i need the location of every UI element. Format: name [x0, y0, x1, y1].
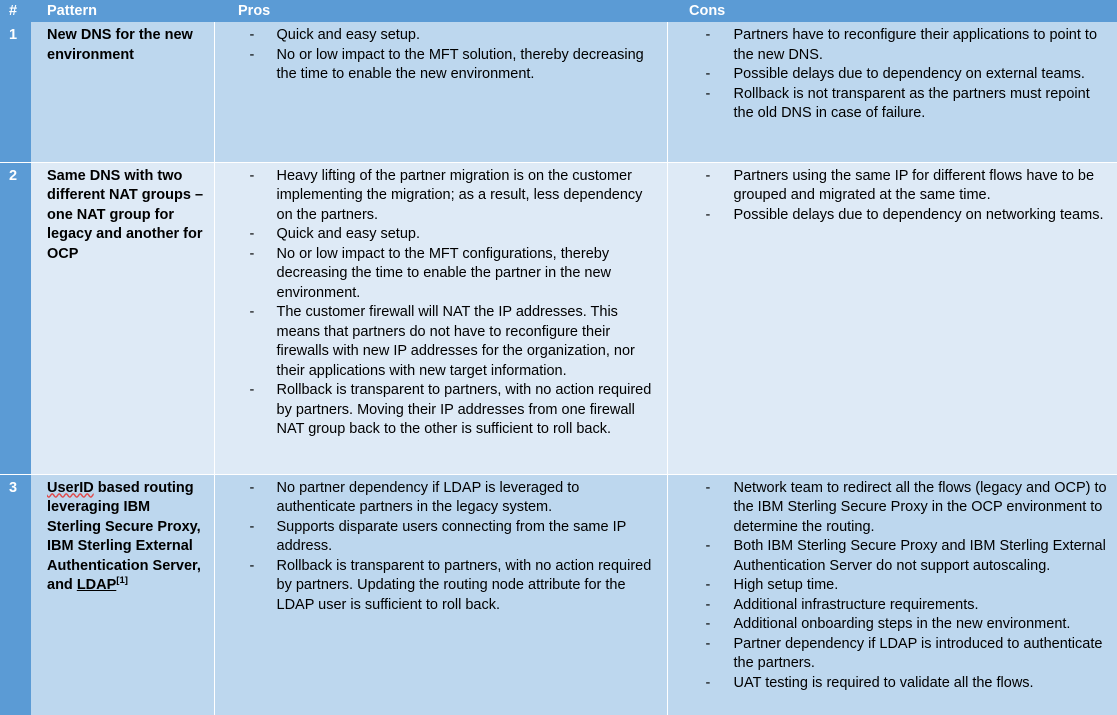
dash-bullet-icon: - — [705, 577, 711, 593]
table-row — [0, 22, 1117, 162]
dash-bullet-icon: - — [705, 85, 711, 102]
cons-item-text: UAT testing is required to validate all the flows. — [733, 674, 1034, 691]
cons-list-item — [668, 615, 1108, 635]
cons-item-text: Rollback is not transparent as the partners must repoint the old DNS in case of failure. — [733, 85, 1090, 121]
dash-bullet-icon: - — [705, 27, 711, 43]
pros-item-text: No or low impact to the MFT solution, thereby decreasing the time to enable the new environment. — [276, 46, 644, 82]
pros-list-item — [215, 479, 657, 518]
dash-bullet-icon: - — [705, 479, 711, 496]
pattern-cell — [31, 474, 214, 715]
ldap-hyperlink[interactable]: LDAP — [76, 577, 117, 593]
cons-cell — [667, 162, 1117, 474]
dash-bullet-icon: - — [705, 674, 711, 691]
dash-bullet-icon: - — [249, 46, 255, 63]
pattern-text-segment: based routing leveraging IBM Sterling Secure Proxy, IBM Sterling External Authentication Server, and — [47, 479, 201, 593]
table-row — [0, 474, 1117, 715]
dash-bullet-icon: - — [705, 538, 711, 554]
table-body — [0, 22, 1117, 715]
cons-list — [668, 26, 1108, 124]
pros-list-item — [215, 518, 657, 557]
cons-list — [668, 167, 1108, 226]
pros-list — [215, 479, 657, 616]
table-header — [0, 0, 1117, 22]
pattern-text — [47, 480, 201, 594]
pros-list — [215, 26, 657, 85]
dash-bullet-icon: - — [249, 518, 255, 535]
pros-cell — [214, 162, 667, 474]
pattern-text — [47, 27, 193, 63]
cons-item-text: High setup time. — [733, 577, 839, 593]
pros-item-text: Heavy lifting of the partner migration is on the customer implementing the migration; as a result, less dependency on the partners. — [276, 167, 643, 223]
pattern-text-segment: New DNS for the new environment — [47, 27, 193, 63]
pros-item-text: Rollback is transparent to partners, with no action required by partners. Moving their IP addresses from one firewall NAT group back to the other is sufficient to roll back. — [276, 382, 652, 437]
table-header-row — [0, 0, 1117, 22]
column-header-pattern: Pattern — [31, 0, 214, 22]
pros-item-text: Rollback is transparent to partners, with no action required by partners. Updating the routing node attribute for the LDAP user is sufficient to roll back. — [276, 557, 652, 613]
pros-list-item — [215, 381, 657, 440]
pros-item-text: Supports disparate users connecting from the same IP address. — [276, 518, 627, 554]
table-row — [0, 162, 1117, 474]
pros-item-text: The customer firewall will NAT the IP addresses. This means that partners do not have to reconfigure their firewalls with new IP addresses for the organization, nor their applications with new target information. — [276, 304, 635, 379]
column-header-pros: Pros — [214, 0, 667, 22]
cons-cell — [667, 474, 1117, 715]
pros-list-item — [215, 167, 657, 226]
cons-list-item — [668, 479, 1108, 538]
dash-bullet-icon: - — [249, 557, 255, 574]
cons-list-item — [668, 65, 1108, 85]
pros-list-item — [215, 26, 657, 46]
dash-bullet-icon: - — [249, 245, 255, 262]
row-number-cell: 1 — [0, 22, 31, 162]
footnote-reference[interactable]: [1] — [116, 575, 128, 587]
cons-cell — [667, 22, 1117, 162]
cons-item-text: Partners have to reconfigure their applications to point to the new DNS. — [733, 27, 1098, 63]
row-number-cell: 3 — [0, 474, 31, 715]
pros-list — [215, 167, 657, 440]
cons-list-item — [668, 537, 1108, 576]
dash-bullet-icon: - — [705, 616, 711, 632]
dash-bullet-icon: - — [705, 635, 711, 652]
pros-item-text: No or low impact to the MFT configurations, thereby decreasing the time to enable the partner in the new environment. — [276, 245, 612, 301]
dash-bullet-icon: - — [705, 206, 711, 223]
cons-item-text: Network team to redirect all the flows (legacy and OCP) to the IBM Sterling Secure Proxy in the OCP environment to determine the routing. — [733, 479, 1107, 535]
pattern-text-segment: Same DNS with two different NAT groups – one NAT group for legacy and another for OCP — [47, 167, 204, 262]
cons-item-text: Possible delays due to dependency on external teams. — [733, 66, 1085, 82]
cons-item-text: Additional onboarding steps in the new environment. — [733, 616, 1071, 632]
row-number-cell: 2 — [0, 162, 31, 474]
pros-list-item — [215, 245, 657, 304]
pros-cell — [214, 22, 667, 162]
cons-list-item — [668, 576, 1108, 596]
pros-item-text: Quick and easy setup. — [276, 27, 420, 43]
cons-item-text: Partners using the same IP for different flows have to be grouped and migrated at the same time. — [733, 167, 1095, 203]
cons-list-item — [668, 674, 1108, 694]
cons-list-item — [668, 206, 1108, 226]
pattern-cell — [31, 22, 214, 162]
cons-list-item — [668, 85, 1108, 124]
dash-bullet-icon: - — [705, 66, 711, 82]
cons-list-item — [668, 635, 1108, 674]
dash-bullet-icon: - — [705, 167, 711, 184]
dash-bullet-icon: - — [249, 27, 255, 43]
cons-item-text: Partner dependency if LDAP is introduced to authenticate the partners. — [733, 635, 1103, 671]
cons-list-item — [668, 596, 1108, 616]
cons-list-item — [668, 26, 1108, 65]
pattern-cell — [31, 162, 214, 474]
dash-bullet-icon: - — [249, 167, 255, 184]
dash-bullet-icon: - — [249, 382, 255, 398]
dash-bullet-icon: - — [249, 226, 255, 242]
column-header-cons: Cons — [667, 0, 1117, 22]
cons-item-text: Additional infrastructure requirements. — [733, 596, 979, 613]
pros-list-item — [215, 557, 657, 616]
cons-item-text: Both IBM Sterling Secure Proxy and IBM Sterling External Authentication Server do not support autoscaling. — [733, 538, 1106, 574]
pros-item-text: Quick and easy setup. — [276, 226, 420, 242]
pros-item-text: No partner dependency if LDAP is leveraged to authenticate partners in the legacy system. — [276, 479, 580, 515]
dash-bullet-icon: - — [705, 596, 711, 613]
dash-bullet-icon: - — [249, 304, 255, 320]
pros-list-item — [215, 46, 657, 85]
cons-item-text: Possible delays due to dependency on networking teams. — [733, 206, 1104, 223]
pros-list-item — [215, 225, 657, 245]
spellcheck-flagged-word: UserID — [47, 479, 94, 496]
cons-list — [668, 479, 1108, 694]
pros-cell — [214, 474, 667, 715]
column-header-number: # — [0, 0, 31, 22]
pros-list-item — [215, 303, 657, 381]
cons-list-item — [668, 167, 1108, 206]
pattern-text — [47, 168, 203, 262]
dash-bullet-icon: - — [249, 479, 255, 496]
